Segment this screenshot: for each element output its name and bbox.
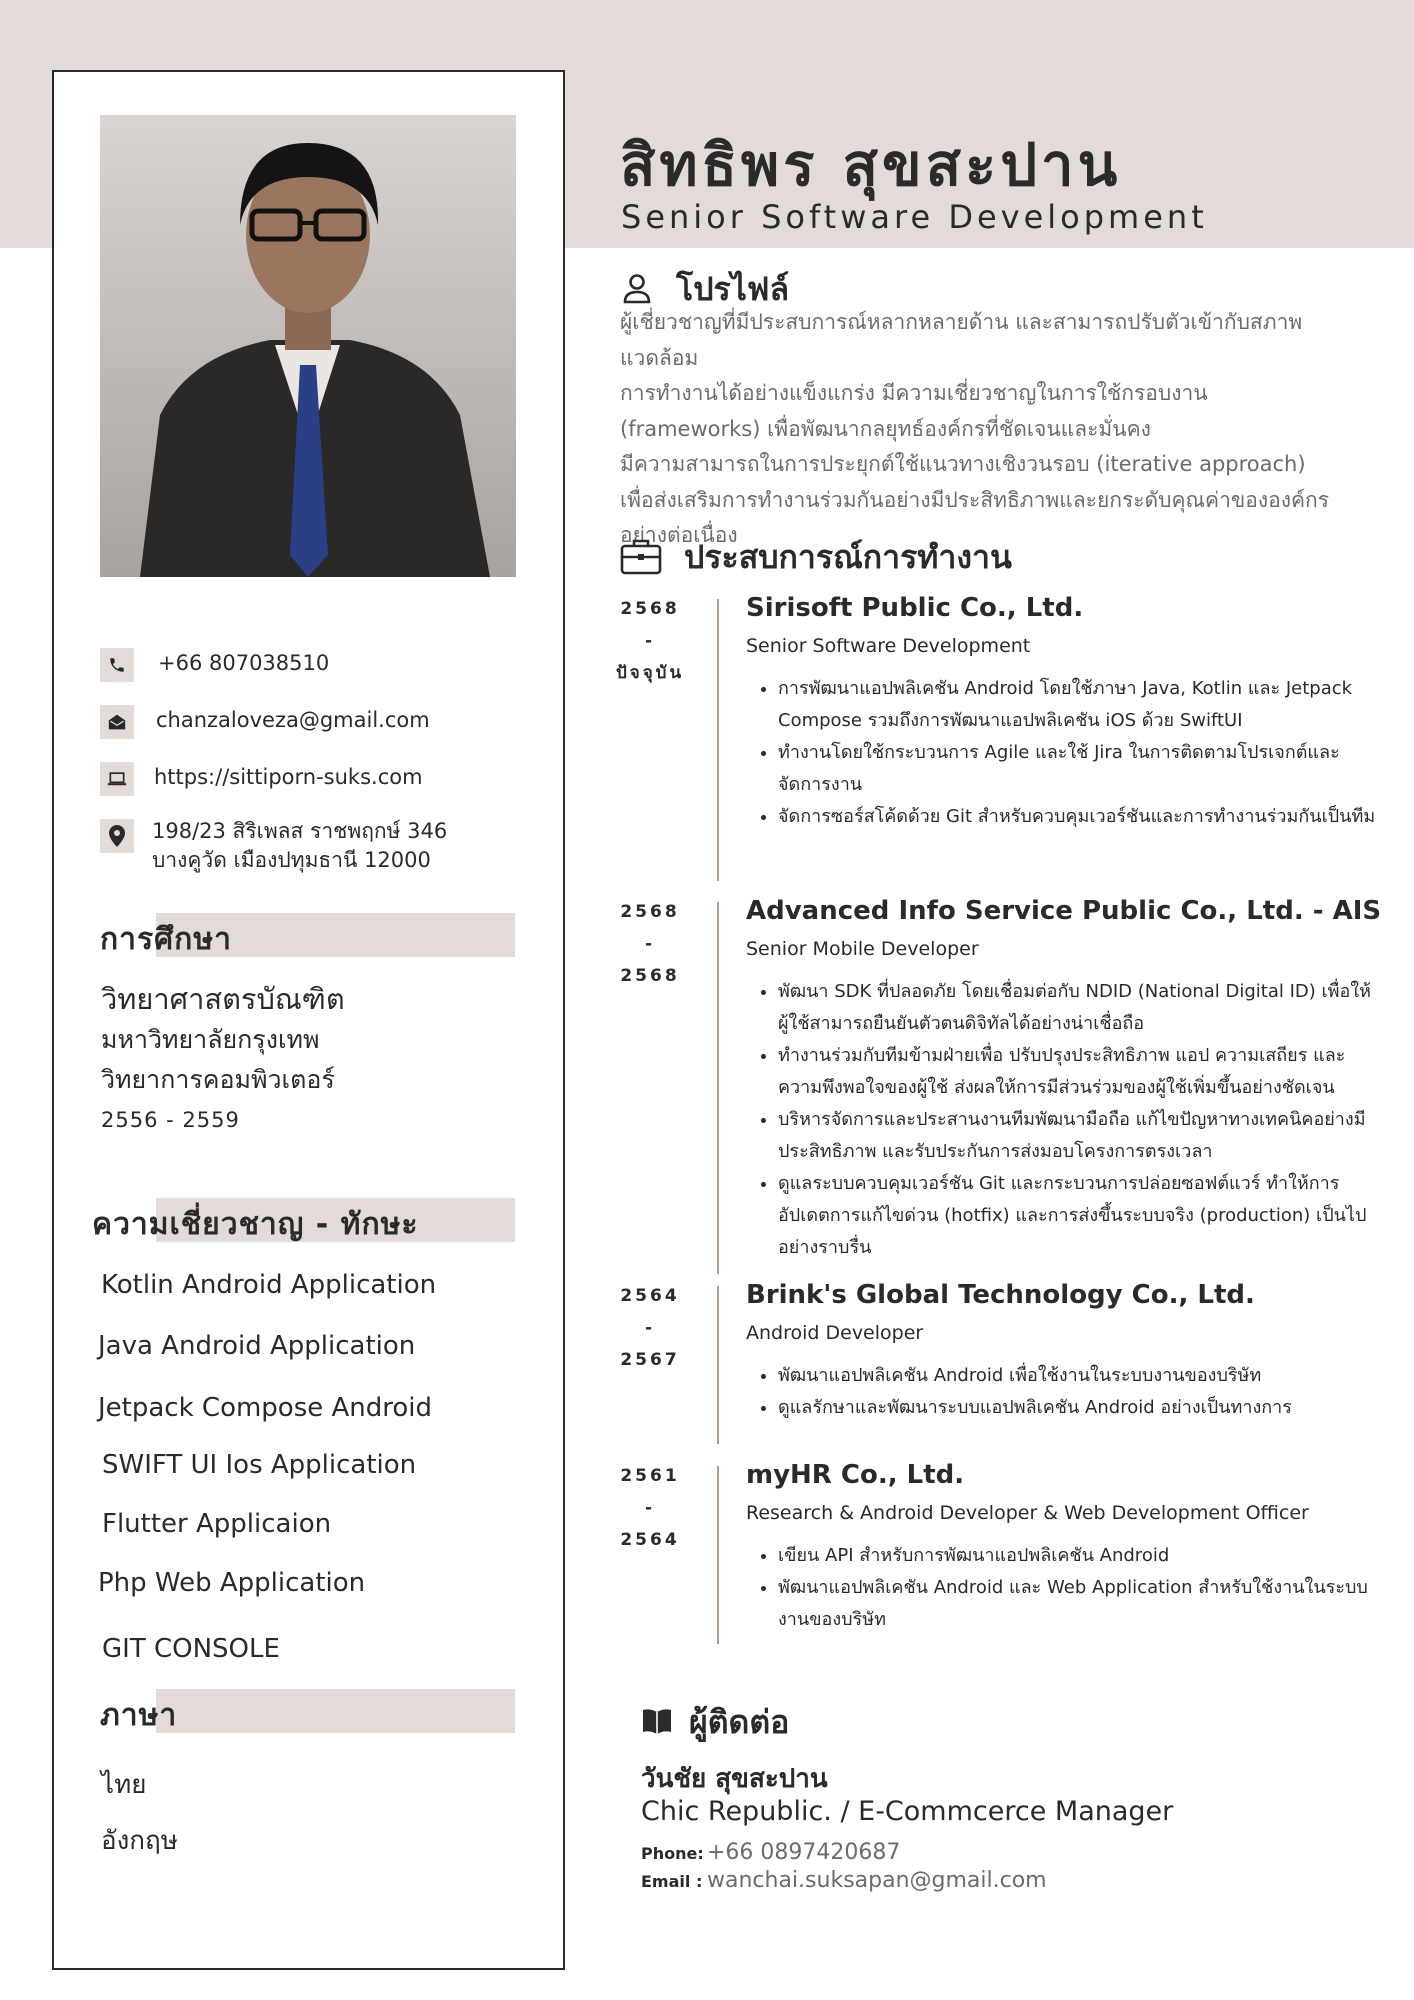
job-bullets	[778, 673, 1378, 833]
skills-heading-label: ความเชี่ยวชาญ - ทักษะ	[92, 1207, 419, 1242]
reference-phone-label: Phone:	[641, 1844, 704, 1863]
job-role: Android Developer	[746, 1322, 924, 1344]
profile-photo	[100, 115, 516, 577]
year-end: 2564	[620, 1530, 680, 1550]
year-dash: -	[644, 631, 656, 651]
address-line-1: 198/23 สิริเพลส ราชพฤกษ์ 346	[152, 819, 448, 843]
job-bullets	[778, 1360, 1378, 1424]
job-bullet: • พัฒนา SDK ที่ปลอดภัย โดยเชื่อมต่อกับ NDID (National Digital ID) เพื่อให้ผู้ใช้สามารถยืนยันตัวตนดิจิทัลได้อย่างน่าเชื่อถือ	[778, 976, 1378, 1040]
language-item: ไทย	[101, 1770, 147, 1800]
experience-heading-label: ประสบการณ์การทำงาน	[684, 538, 1012, 576]
heading-highlight	[156, 1689, 515, 1733]
job-years	[600, 1280, 700, 1376]
reference-email-value[interactable]: wanchai.suksapan@gmail.com	[707, 1868, 1047, 1893]
contact-website	[100, 762, 423, 796]
year-end: ปัจจุบัน	[615, 663, 685, 683]
job-bullet: • บริหารจัดการและประสานงานทีมพัฒนามือถือ แก้ไขปัญหาทางเทคนิคอย่างมีประสิทธิภาพ และรับประกันการส่งมอบโครงการตรงเวลา	[778, 1104, 1378, 1168]
candidate-title: Senior Software Development	[621, 198, 1208, 236]
job-bullet: • การพัฒนาแอปพลิเคชัน Android โดยใช้ภาษา Java, Kotlin และ Jetpack Compose รวมถึงการพัฒนาแอปพลิเคชัน iOS ด้วย SwiftUI	[778, 673, 1378, 737]
profile-line: เพื่อส่งเสริมการทำงานร่วมกันอย่างมีประสิทธิภาพและยกระดับคุณค่าขององค์กร	[620, 487, 1330, 512]
year-start: 2568	[620, 599, 680, 619]
reference-heading	[641, 1697, 789, 1748]
reference-title: Chic Republic. / E-Commcerce Manager	[641, 1796, 1174, 1827]
job-bullets	[778, 976, 1378, 1264]
reference-name: วันชัย สุขสะปาน	[641, 1764, 828, 1794]
year-start: 2564	[620, 1286, 680, 1306]
website-link[interactable]: https://sittiporn-suks.com	[154, 765, 423, 789]
reference-phone	[641, 1840, 900, 1865]
education-major: วิทยาการคอมพิวเตอร์	[101, 1065, 335, 1094]
reference-phone-value[interactable]: +66 0897420687	[707, 1840, 901, 1865]
skill-item: SWIFT UI Ios Application	[102, 1450, 417, 1480]
education-years: 2556 - 2559	[101, 1108, 240, 1132]
year-end: 2568	[620, 966, 680, 986]
candidate-name: สิทธิพร สุขสะปาน	[620, 131, 1122, 199]
skill-item: GIT CONSOLE	[102, 1634, 280, 1664]
profile-line: (frameworks) เพื่อพัฒนากลยุทธ์องค์กรที่ชัดเจนและมั่นคง	[620, 416, 1151, 441]
profile-heading-label: โปรไฟล์	[676, 270, 790, 308]
company-name: myHR Co., Ltd.	[746, 1460, 965, 1490]
book-icon	[641, 1706, 673, 1740]
profile-line: อย่างต่อเนื่อง	[620, 523, 738, 547]
skill-item: Java Android Application	[98, 1331, 416, 1361]
profile-summary	[620, 305, 1380, 554]
profile-line: มีความสามารถในการประยุกต์ใช้แนวทางเชิงวนรอบ (iterative approach)	[620, 452, 1306, 476]
address-block	[152, 817, 447, 875]
job-bullets	[778, 1540, 1378, 1636]
address-line-2: บางคูวัด เมืองปทุมธานี 12000	[152, 848, 431, 872]
job-bullet: • ดูแลรักษาและพัฒนาระบบแอปพลิเคชัน Android อย่างเป็นทางการ	[778, 1392, 1378, 1424]
languages-heading	[100, 1689, 515, 1733]
experience-heading	[620, 532, 1012, 583]
briefcase-icon	[620, 536, 662, 580]
profile-line: การทำงานได้อย่างแข็งแกร่ง มีความเชี่ยวชาญในการใช้กรอบงาน	[620, 381, 1208, 405]
languages-heading-label: ภาษา	[100, 1698, 178, 1733]
timeline-line	[717, 1466, 719, 1644]
skill-item: Php Web Application	[98, 1568, 366, 1598]
email-address[interactable]: chanzaloveza@gmail.com	[156, 708, 430, 732]
contact-address	[100, 817, 447, 875]
job-bullet: • จัดการซอร์สโค้ดด้วย Git สำหรับควบคุมเวอร์ชันและการทำงานร่วมกันเป็นทีม	[778, 801, 1378, 833]
job-years	[600, 1460, 700, 1556]
profile-line: ผู้เชี่ยวชาญที่มีประสบการณ์หลากหลายด้าน และสามารถปรับตัวเข้ากับสภาพแวดล้อม	[620, 310, 1303, 370]
education-degree: วิทยาศาสตรบัณฑิต	[101, 982, 345, 1016]
job-role: Senior Software Development	[746, 635, 1031, 657]
job-role: Senior Mobile Developer	[746, 938, 979, 960]
language-item: อังกฤษ	[101, 1826, 178, 1856]
skill-item: Jetpack Compose Android	[98, 1393, 433, 1423]
year-dash: -	[644, 1318, 656, 1338]
job-bullet: • พัฒนาแอปพลิเคชัน Android เพื่อใช้งานในระบบงานของบริษัท	[778, 1360, 1378, 1392]
envelope-icon	[100, 705, 134, 739]
job-bullet: • ทำงานร่วมกับทีมข้ามฝ่ายเพื่อ ปรับปรุงประสิทธิภาพ แอป ความเสถียร และความพึงพอใจของผู้ใช้ ส่งผลให้การมีส่วนร่วมของผู้ใช้เพิ่มขึ้นอย่างชัดเจน	[778, 1040, 1378, 1104]
timeline-line	[717, 1286, 719, 1444]
contact-email	[100, 705, 430, 739]
location-pin-icon	[100, 819, 134, 853]
skill-item: Flutter Applicaion	[102, 1509, 332, 1539]
job-years	[600, 593, 700, 689]
phone-icon	[100, 648, 134, 682]
person-silhouette-icon	[100, 115, 516, 577]
job-entry	[600, 1460, 1380, 1640]
job-entry	[600, 896, 1380, 1276]
company-name: Brink's Global Technology Co., Ltd.	[746, 1280, 1255, 1310]
education-university: มหาวิทยาลัยกรุงเทพ	[101, 1025, 320, 1054]
reference-email-label: Email :	[641, 1872, 703, 1891]
skill-item: Kotlin Android Application	[101, 1270, 437, 1300]
job-bullet: • ดูแลระบบควบคุมเวอร์ชัน Git และกระบวนการปล่อยซอฟต์แวร์ ทำให้การอัปเดตการแก้ไขด่วน (hotfix) และการส่งขึ้นระบบจริง (production) เป็นไปอย่างราบรื่น	[778, 1168, 1378, 1264]
year-start: 2568	[620, 902, 680, 922]
year-dash: -	[644, 934, 656, 954]
laptop-icon	[100, 762, 134, 796]
education-heading-label: การศึกษา	[100, 922, 232, 957]
job-bullet: • ทำงานโดยใช้กระบวนการ Agile และใช้ Jira ในการติดตามโปรเจกต์และจัดการงาน	[778, 737, 1378, 801]
year-start: 2561	[620, 1466, 680, 1486]
user-icon	[620, 271, 654, 309]
year-end: 2567	[620, 1350, 680, 1370]
reference-heading-label: ผู้ติดต่อ	[689, 1703, 790, 1741]
year-dash: -	[644, 1498, 656, 1518]
skills-heading	[92, 1198, 515, 1242]
job-entry	[600, 1280, 1380, 1445]
timeline-line	[717, 902, 719, 1274]
reference-email	[641, 1868, 1047, 1893]
job-role: Research & Android Developer & Web Development Officer	[746, 1502, 1309, 1524]
education-heading	[100, 913, 515, 957]
job-entry	[600, 593, 1380, 883]
company-name: Advanced Info Service Public Co., Ltd. - AIS	[746, 896, 1382, 926]
job-years	[600, 896, 700, 992]
company-name: Sirisoft Public Co., Ltd.	[746, 593, 1084, 623]
job-bullet: • เขียน API สำหรับการพัฒนาแอปพลิเคชัน Android	[778, 1540, 1378, 1572]
contact-phone	[100, 648, 329, 682]
timeline-line	[717, 599, 719, 881]
job-bullet: • พัฒนาแอปพลิเคชัน Android และ Web Application สำหรับใช้งานในระบบงานของบริษัท	[778, 1572, 1378, 1636]
phone-number[interactable]: +66 807038510	[158, 651, 330, 675]
